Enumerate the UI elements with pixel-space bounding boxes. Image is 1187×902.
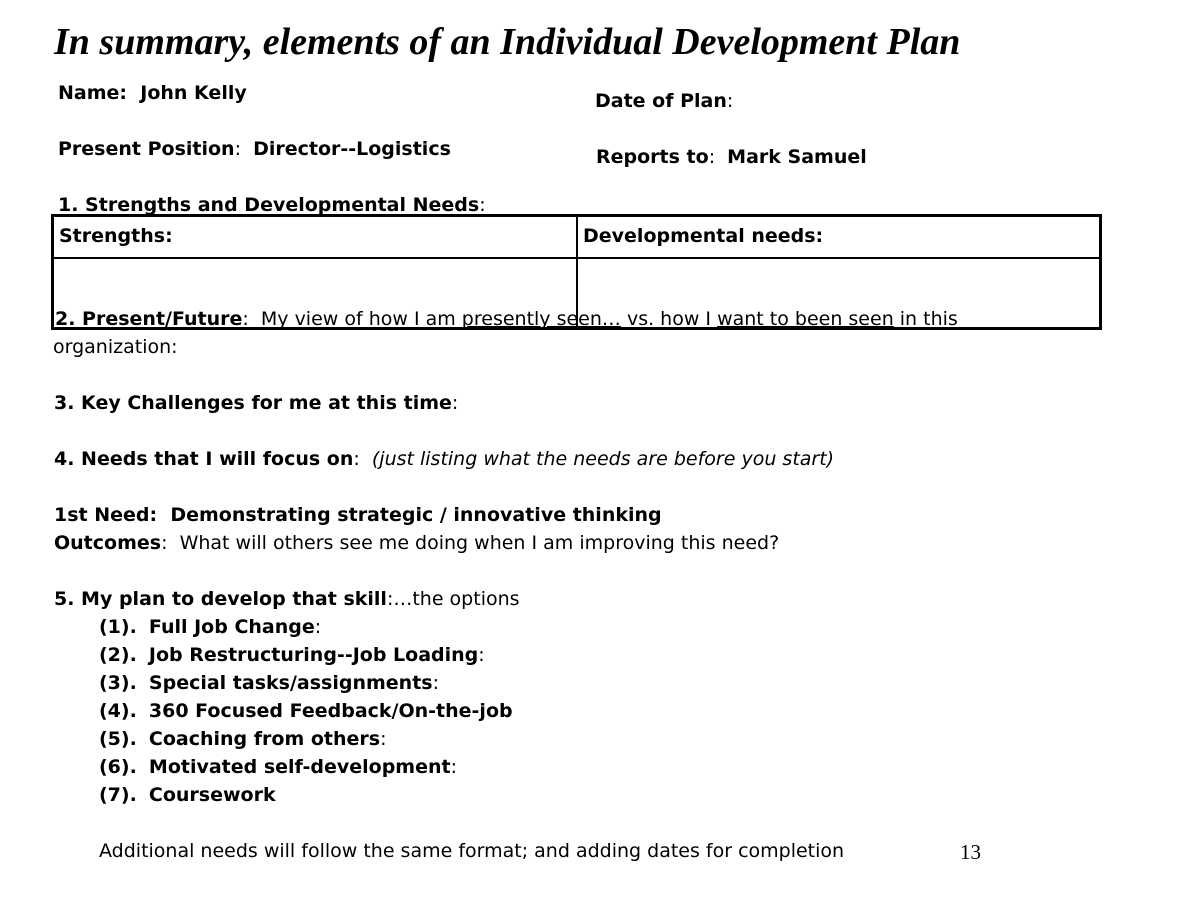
- need1-line: [54, 501, 662, 529]
- reports-label: Reports to: [596, 146, 709, 168]
- list-item: (5). Coaching from others:: [99, 728, 387, 750]
- need1-label: 1st Need:: [54, 504, 158, 526]
- option-list: [99, 613, 513, 809]
- page-number: 13: [960, 840, 981, 864]
- section4-heading: 4. Needs that I will focus on: (just listing what the needs are before you start): [54, 448, 835, 470]
- name-label: Name: [58, 82, 120, 104]
- name-field: Name: John Kelly: [58, 82, 247, 104]
- outcomes-label: Outcomes: [54, 532, 162, 554]
- section2-label: 2. Present/Future: [55, 308, 243, 330]
- outcomes-text: What will others see me doing when I am improving this need?: [179, 532, 780, 554]
- table-divider-horizontal: [54, 257, 1099, 259]
- list-item: (7). Coursework: [99, 784, 276, 806]
- footer-note: Additional needs will follow the same format; and adding dates for completion: [99, 840, 845, 862]
- list-item: (1). Full Job Change:: [99, 616, 322, 638]
- section5-heading: 5. My plan to develop that skill:…the options: [54, 588, 520, 610]
- reports-field: Reports to: Mark Samuel: [596, 146, 867, 168]
- position-label: Present Position: [58, 138, 235, 160]
- need1-value: Demonstrating strategic / innovative thinking: [170, 504, 662, 526]
- position-value: Director--Logistics: [253, 138, 451, 160]
- presently-seen: presently seen…: [461, 308, 621, 330]
- page-title: In summary, elements of an Individual Development Plan: [54, 21, 961, 63]
- list-item: (4). 360 Focused Feedback/On-the-job: [99, 700, 513, 722]
- section3-heading: 3. Key Challenges for me at this time:: [54, 392, 459, 414]
- date-label: Date of Plan: [595, 90, 727, 112]
- outcomes-line: Outcomes: What will others see me doing when I am improving this need?: [54, 532, 780, 554]
- list-item: (3). Special tasks/assignments:: [99, 672, 439, 694]
- list-item: (2). Job Restructuring--Job Loading:: [99, 644, 485, 666]
- section4-note: (just listing what the needs are before you start): [371, 448, 835, 470]
- section1-heading: 1. Strengths and Developmental Needs:: [58, 194, 486, 216]
- section2-line: 2. Present/Future: My view of how I am presently seen… vs. how I want to been seen in this: [55, 308, 958, 330]
- list-item: (6). Motivated self-development:: [99, 756, 458, 778]
- reports-value: Mark Samuel: [727, 146, 867, 168]
- developmental-needs-header: Developmental needs:: [583, 225, 824, 247]
- name-value: John Kelly: [140, 82, 247, 104]
- date-field: Date of Plan:: [595, 90, 734, 112]
- want-to-be-seen: want to been seen: [717, 308, 894, 330]
- section2-line2: organization:: [53, 336, 178, 358]
- position-field: Present Position: Director--Logistics: [58, 138, 451, 160]
- strengths-header: Strengths:: [59, 225, 173, 247]
